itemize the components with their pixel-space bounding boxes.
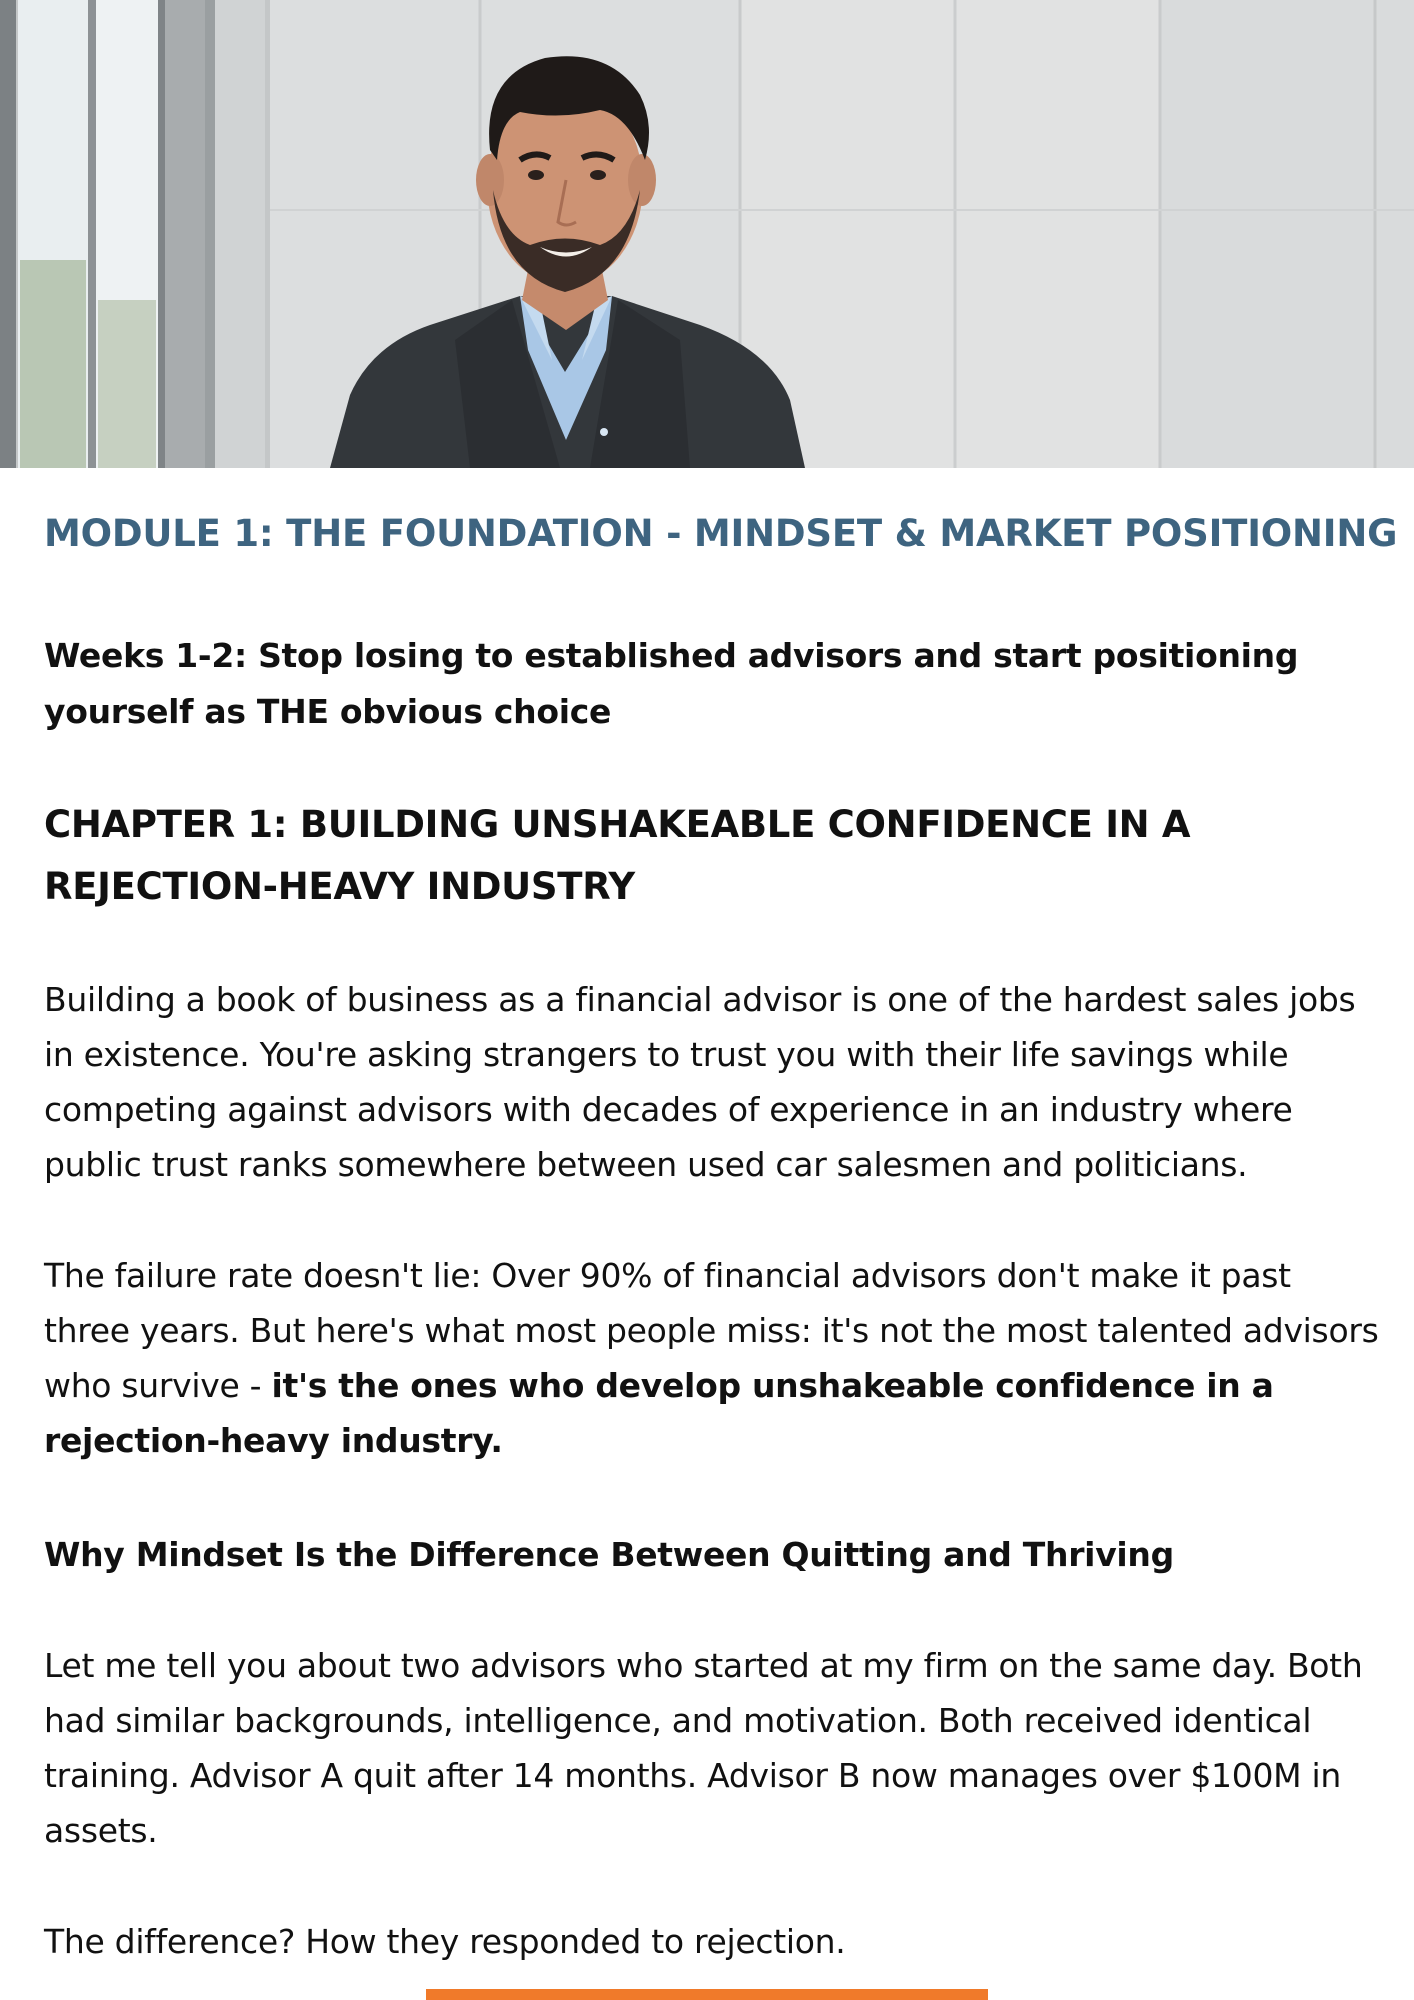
section-subheading: Why Mindset Is the Difference Between Quitting and Thriving — [44, 1535, 1174, 1574]
chapter-title: CHAPTER 1: BUILDING UNSHAKEABLE CONFIDENCE IN A REJECTION-HEAVY INDUSTRY — [44, 803, 1191, 908]
orange-accent-bar — [426, 1989, 988, 2000]
paragraph-difference: The difference? How they responded to rejection. — [44, 1922, 846, 1961]
hero-photo — [0, 0, 1414, 468]
paragraph-failure-rate-emphasis: it's the ones who develop unshakeable confidence in a rejection-heavy industry. — [44, 1366, 1274, 1460]
paragraph-two-advisors: Let me tell you about two advisors who started at my firm on the same day. Both had similar backgrounds, intelligence, and motivation. Both received identical training. Advisor A quit after 14 months. Advisor B now manages over $100M in assets. — [44, 1646, 1363, 1850]
paragraph-failure-rate — [44, 1248, 1380, 1468]
paragraph-failure-rate-text: The failure rate doesn't lie: Over 90% of financial advisors don't make it past three years. But here's what most people miss: it's not the most talented advisors who survive - — [44, 1256, 1379, 1405]
weeks-subtitle: Weeks 1-2: Stop losing to established advisors and start positioning yourself as THE obvious choice — [44, 636, 1299, 731]
module-title: MODULE 1: THE FOUNDATION - MINDSET & MARKET POSITIONING — [44, 512, 1398, 555]
businessman-portrait-image — [0, 0, 1414, 468]
paragraph-intro: Building a book of business as a financial advisor is one of the hardest sales jobs in existence. You're asking strangers to trust you with their life savings while competing against advisors with decades of experience in an industry where public trust ranks somewhere between used car salesmen and politicians. — [44, 980, 1356, 1184]
